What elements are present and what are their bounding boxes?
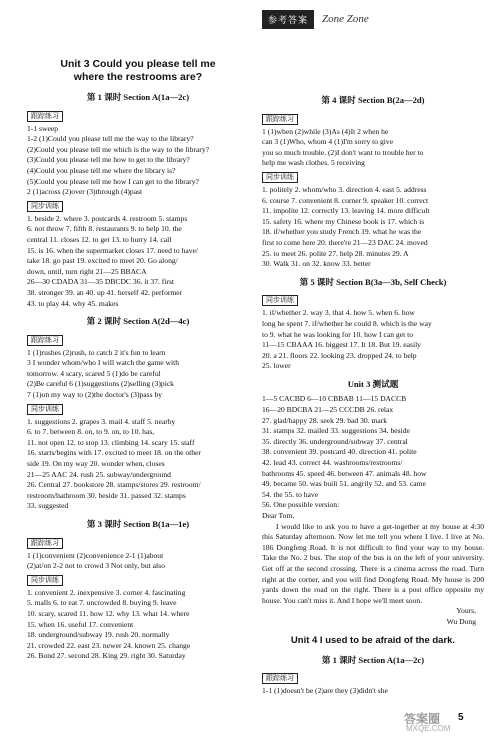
lesson5-train-line: long he spent 7. if/whether he could 8. which is the way [262,318,432,328]
sample-letter [262,511,484,628]
lesson3-train-line: 10. scary, scared 11. how 12. why 13. what 14. where [27,608,190,618]
lesson1-train-line: central 11. closes 12. to get 13. to hurry 14. call [27,234,172,244]
lesson4-train-line: 30. Walk 31. on 32. know 33. better [262,259,371,269]
lesson5-training-list [262,308,484,372]
lesson3-train-line: 5. malls 6. to eat 7. uncrowded 8. buying 9. leave [27,598,177,608]
lesson1-train-line: 38. stronger 39. an 40. up 41. herself 42. performer [27,287,183,297]
page-number: 5 [458,712,464,723]
test-line: bathrooms 45. speed 46. between 47. animals 48. how [262,468,427,478]
lesson3-practice-list [27,551,249,572]
letter-signature: Wu Dong [446,616,476,626]
lesson2-train-line: 16. starts/begins with 17. excited to meet 18. on the other [27,448,201,458]
lesson4-practice-list [262,127,484,169]
lesson2-train-line: 33. suggested [27,501,69,511]
watermark-url: MXQE.COM [406,724,451,733]
lesson5-train-line: 11—15 CBAAA 16. biggest 17. It 18. But 19. easily [262,340,421,350]
test-line: 49. became 50. was built 51. angrily 52. and 53. came [262,479,426,489]
lesson5-train-line: to 9. what he was looking for 10. how I can get to [262,329,413,339]
lesson5-train-line: 1. if/whether 2. way 3. that 4. how 5. when 6. how [262,308,415,318]
lesson1-line: (2)Could you please tell me which is the way to the library? [27,144,209,154]
lesson2-line: 3 I wonder whom/who I will watch the game with [27,358,180,368]
lesson1-train-line: 26—30 CDADA 31—35 DBCDC 36. it 37. first [27,277,175,287]
lesson2-label-practice: 跟踪练习 [27,335,63,346]
unit3-test-heading: Unit 3 测试题 [347,378,399,389]
lesson4-heading: 第 4 课时 Section B(2a—2d) [321,95,425,105]
watermark: 答案圈 [404,712,441,726]
unit3-title-line1: Unit 3 Could you please tell me [60,58,216,70]
lesson2-line: (2)Be careful 6 (1)suggestions (2)selling (3)pick [27,379,174,389]
unit4-line: 1-1 (1)doesn't be (2)are they (3)didn't she [262,686,388,696]
lesson4-train-line: first to come here 20. there're 21—23 DAC 24. moved [262,237,428,247]
lesson3-heading: 第 3 课时 Section B(1a—1e) [86,519,190,529]
lesson1-line: 1-2 (1)Could you please tell me the way to the library? [27,134,194,144]
lesson1-practice-list [27,124,249,198]
lesson3-train-line: 1. convenient 2. inexpensive 3. corner 4. fascinating [27,587,186,597]
lesson3-train-line: 18. underground/subway 19. rush 20. normally [27,630,170,640]
lesson2-heading: 第 2 课时 Section A(2d—4c) [86,316,190,327]
lesson4-line: you so much trouble. (2)I don't want to trouble her to [262,147,424,157]
lesson1-train-line: 15. is 16. when the supermarket closes 17. need to have/ [27,245,199,255]
unit4-title: Unit 4 I used to be afraid of the dark. [290,634,456,646]
lesson2-train-line: restroom/bathroom 30. beside 31. passed 32. stamps [27,490,186,500]
header-bar [262,6,492,32]
lesson3-train-line: 21. crowded 22. east 23. newer 24. known 25. change [27,640,191,650]
lesson2-training-list [27,417,249,512]
lesson1-train-line: 6. not throw 7. fifth 8. restaurants 9. to help 10. the [27,224,182,234]
page-header [0,0,500,40]
lesson3-label-training: 同步训练 [27,575,63,586]
lesson2-train-line: side 19. On my way 20. wonder when, closes [27,459,165,469]
lesson1-line: (4)Could you please tell me where the library is? [27,165,176,175]
unit4-label-practice: 跟踪练习 [262,673,298,684]
lesson4-line: help me wash clothes. 5 receiving [262,158,365,168]
lesson4-label-training: 同步训练 [262,172,298,183]
lesson5-label-training: 同步训练 [262,295,298,306]
lesson3-train-line: 26. Bond 27. second 28. King 29. right 30. Saturday [27,651,186,661]
letter-closing: Yours, [456,606,476,616]
test-line: 35. directly 36. underground/subway 37. central [262,436,408,446]
test-line: 1—5 CACBD 6—10 CBBAB 11—15 DACCB [262,394,407,404]
lesson2-label-training: 同步训练 [27,404,63,415]
lesson5-heading: 第 5 课时 Section B(3a—3b, Self Check) [299,276,447,287]
test-line: 42. lead 43. correct 44. washrooms/restrooms/ [262,458,403,468]
lesson4-train-line: 18. if/whether you study French 19. what he was the [262,227,422,237]
lesson1-train-line: down, until, turn right 21—25 BBACA [27,266,147,276]
lesson4-label-practice: 跟踪练习 [262,114,298,125]
unit3-test-list [262,394,484,511]
test-line: 38. convenient 39. postcard 40. direction 41. polite [262,447,417,457]
lesson2-train-line: 21—25 AAC 24. rush 25. subway/underground [27,469,171,479]
lesson1-training-list [27,214,249,309]
lesson1-train-line: take 18. go past 19. excited to meet 20. Go along/ [27,256,178,266]
lesson2-practice-list [27,348,249,401]
lesson4-train-line: 11. impolite 12. correctly 13. leaving 14. more difficult [262,206,430,216]
lesson4-train-line: 25. to meet 26. polite 27. help 28. minutes 29. A [262,248,409,258]
lesson1-label-practice: 跟踪练习 [27,111,63,122]
lesson4-line: can 3 (1)Who, whom 4 (1)I'm sorry to give [262,137,394,147]
lesson1-line: (5)Could you please tell me how I can get to the library? [27,176,199,186]
lesson4-train-line: 1. politely 2. whom/who 3. direction 4. east 5. address [262,184,427,194]
lesson1-train-line: 43. to play 44. why 45. makes [27,298,119,308]
lesson5-train-line: 20. a 21. floors 22. looking 23. dropped 24. to help [262,350,417,360]
lesson1-heading: 第 1 课时 Section A(1a—2c) [86,92,190,102]
lesson2-train-line: 1. suggestions 2. grapes 3. mail 4. staff 5. nearby [27,416,176,426]
lesson2-train-line: 11. not open 12. to stop 13. climbing 14. scary 15. staff [27,437,195,447]
test-line: 56. One possible version: [262,500,340,510]
left-column [27,52,249,662]
header-brand: Zone Zone [322,13,369,25]
test-line: 27. glad/happy 28. seek 29. bad 30. mark [262,415,388,425]
lesson3-training-list [27,588,249,662]
lesson3-label-practice: 跟踪练习 [27,538,63,549]
lesson1-label-training: 同步训练 [27,201,63,212]
lesson4-training-list [262,185,484,270]
page-footer [0,706,500,736]
lesson2-train-line: 6. to 7. between 8. on, to 9. on, to 10. has, [27,427,155,437]
lesson1-line: 2 (1)across (2)over (3)through (4)past [27,187,143,197]
lesson1-line: (3)Could you please tell me how to get to the library? [27,155,190,165]
unit4-lesson1-heading: 第 1 课时 Section A(1a—2c) [321,654,425,665]
lesson3-line: 1 (1)convenient (2)convenience 2-1 (1)about [27,550,164,560]
test-line: 54. the 55. to have [262,489,319,499]
lesson3-train-line: 15. when 16. useful 17. convenient [27,619,134,629]
lesson4-line: 1 (1)when (2)while (3)As (4)It 2 when he [262,126,389,136]
lesson2-line: 7 (1)on my way to (2)the doctor's (3)pass by [27,390,163,400]
right-column [262,88,484,697]
header-tag: 参考答案 [262,10,314,29]
lesson4-train-line: 6. course 7. convenient 8. corner 9. speaker 10. correct [262,195,429,205]
lesson5-train-line: 25. lower [262,361,291,371]
unit3-title-line2: where the restrooms are? [73,71,203,83]
lesson1-train-line: 1. beside 2. where 3. postcards 4. restroom 5. stamps [27,213,188,223]
test-line: 16—20 BDCBA 21—25 CCCDB 26. relax [262,405,394,415]
lesson2-train-line: 26. Central 27. bookstore 28. stamps/stores 29. restroom/ [27,480,201,490]
unit3-title [27,58,249,84]
letter-greeting: Dear Tom, [262,511,295,520]
letter-body: I would like to ask you to have a get-together at my house at 4:30 this Saturday afternoon. Now let me tell you where I live. I live at No. 186 Dongfeng Road. It is not difficult to find your way to my house. Take the No. 2 bus. The stop of the bus is on the left of your university. Get off at the second crossing. There is a cinema across the road. Turn right at the corner, and you will find Dongfeng Road. My house is 200 yards down the road on the right. There is a post office opposite my house. You can't miss it. And I hope we'll meet soon. [262,521,484,605]
lesson4-train-line: 15. safety 16. where my Chinese book is 17. which is [262,216,425,226]
lesson1-line: 1-1 sweep [27,123,58,133]
lesson2-line: tomorrow. 4 scary, scared 5 (1)do be careful [27,368,161,378]
lesson3-line: (2)at/on 2-2 not to crowd 3 Not only, but also [27,561,165,571]
lesson2-line: 1 (1)rushes (2)rush, to catch 2 it's fun to learn [27,347,166,357]
test-line: 31. stamps 32. mailed 33. suggestions 34. beside [262,426,410,436]
